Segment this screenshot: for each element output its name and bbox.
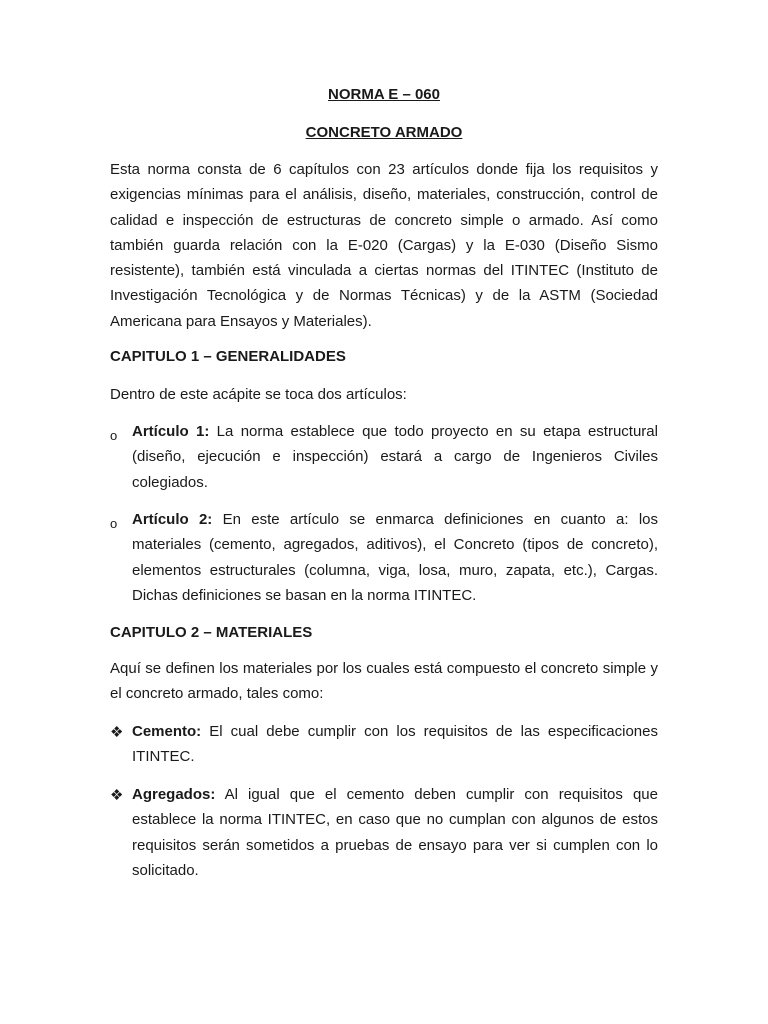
list-bullet: o [110,516,118,531]
intro-paragraph: Esta norma consta de 6 capítulos con 23 artículos donde fija los requisitos y exigencias mínimas para el análisis, diseño, materiales, construcción, control de calidad e inspección de estructuras de concreto simple o armado. Así como también guarda relación con la E-020 (Cargas) y la E-030 (Diseño Sismo resistente), también está vinculada a ciertas normas del ITINTEC (Instituto de Investigación Tecnológica y de Normas Técnicas) y de la ASTM (Sociedad Americana para Ensayos y Materiales). [110,161,658,330]
chapter2-lead: Aquí se definen los materiales por los cuales está compuesto el concreto simple y el concreto armado, tales como: [110,660,658,703]
item-label: Artículo 1: [132,423,210,440]
item-text: Al igual que el cemento deben cumplir con requisitos que establece la norma ITINTEC, en caso que no cumplan con algunos de estos requisitos serán sometidos a pruebas de ensayo para ver si cumplen con lo solicitado. [132,786,658,879]
item-text: El cual debe cumplir con los requisitos de las especificaciones ITINTEC. [132,723,658,766]
document-title: NORMA E – 060 [328,86,440,103]
item-text: En este artículo se enmarca definiciones en cuanto a: los materiales (cemento, agregados, aditivos), el Concreto (tipos de concreto), elementos estructurales (columna, viga, losa, muro, zapata, etc.), Cargas. Dichas definiciones se basan en la norma ITINTEC. [132,511,658,604]
chapter1-heading: CAPITULO 1 – GENERALIDADES [110,348,346,365]
item-label: Artículo 2: [132,511,213,528]
item-label: Cemento: [132,723,202,740]
item-text: La norma establece que todo proyecto en su etapa estructural (diseño, ejecución e inspección) estará a cargo de Ingenieros Civiles colegiados. [132,423,658,491]
list-item [132,507,658,608]
diamond-bullet-icon: ❖ [110,787,124,804]
list-item [132,419,658,495]
list-item [132,719,658,770]
chapter1-lead: Dentro de este acápite se toca dos artículos: [110,386,407,403]
item-label: Agregados: [132,786,216,803]
chapter2-heading: CAPITULO 2 – MATERIALES [110,624,313,641]
diamond-bullet-icon: ❖ [110,724,124,741]
list-bullet: o [110,428,118,443]
document-subtitle: CONCRETO ARMADO [305,124,463,141]
list-item [132,782,658,883]
